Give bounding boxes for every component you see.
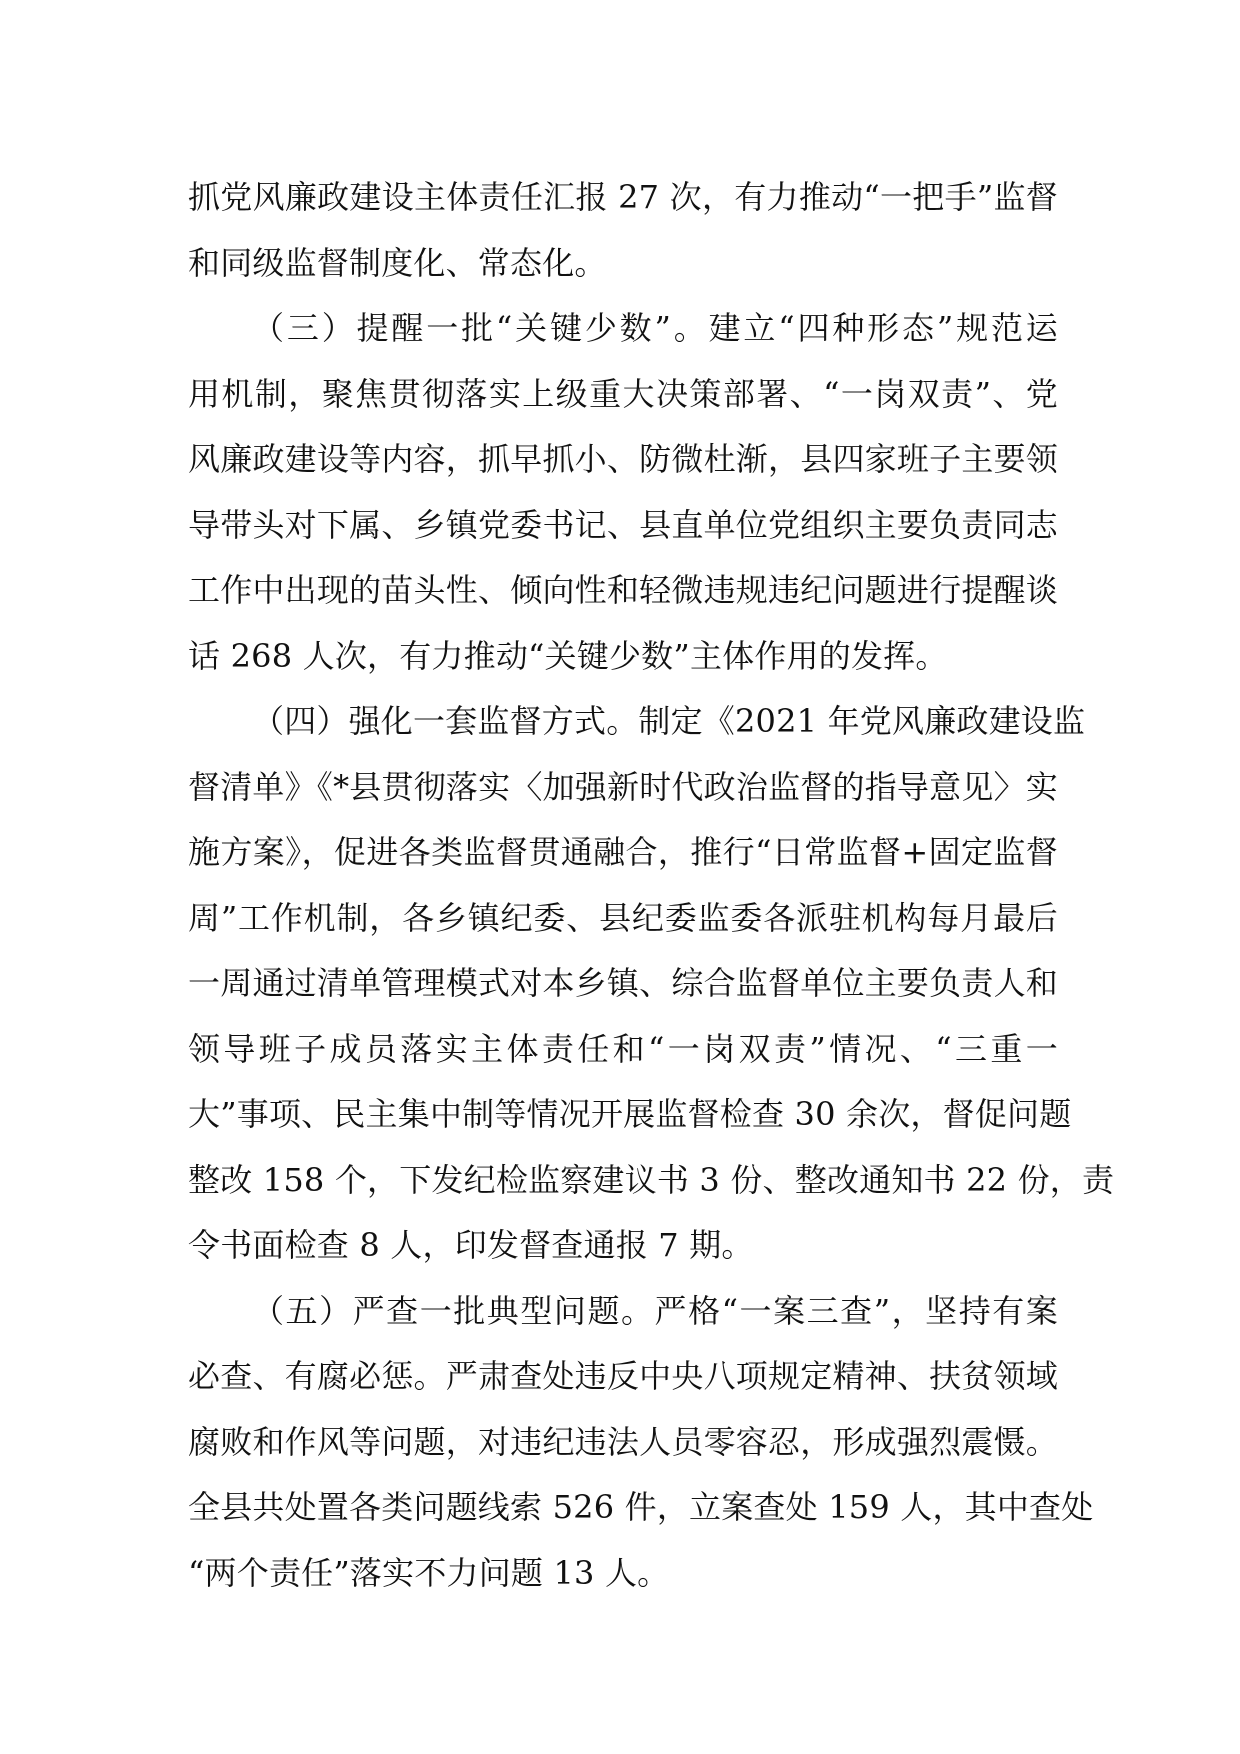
text-line: 督清单》《*县贯彻落实〈加强新时代政治监督的指导意见〉实 bbox=[188, 767, 1058, 806]
text-line: 话 268 人次，有力推动“关键少数”主体作用的发挥。 bbox=[188, 636, 948, 675]
section-heading-line: （四）强化一套监督方式。制定《2021 年党风廉政建设监 bbox=[252, 702, 1086, 740]
text-line: 令书面检查 8 人，印发督查通报 7 期。 bbox=[188, 1226, 754, 1264]
text-line: 整改 158 个，下发纪检监察建议书 3 份、整改通知书 22 份，责 bbox=[188, 1160, 1115, 1199]
text-line: 导带头对下属、乡镇党委书记、县直单位党组织主要负责同志 bbox=[188, 505, 1058, 544]
text-line: 全县共处置各类问题线索 526 件，立案查处 159 人，其中查处 bbox=[188, 1488, 1094, 1526]
section-heading-line: （五）严查一批典型问题。严格“一案三查”，坚持有案 bbox=[252, 1291, 1058, 1330]
text-line: “两个责任”落实不力问题 13 人。 bbox=[188, 1553, 670, 1592]
text-line: 和同级监督制度化、常态化。 bbox=[188, 243, 607, 282]
text-line: 领导班子成员落实主体责任和“一岗双责”情况、“三重一 bbox=[188, 1029, 1058, 1068]
text-line: 大”事项、民主集中制等情况开展监督检查 30 余次，督促问题 bbox=[188, 1095, 1072, 1133]
text-line: 用机制，聚焦贯彻落实上级重大决策部署、“一岗双责”、党 bbox=[188, 374, 1058, 413]
text-line: 风廉政建设等内容，抓早抓小、防微杜渐，县四家班子主要领 bbox=[188, 440, 1058, 478]
text-line: 腐败和作风等问题，对违纪违法人员零容忍，形成强烈震慑。 bbox=[188, 1422, 1058, 1461]
document-body bbox=[188, 165, 1115, 1606]
section-heading-line: （三）提醒一批“关键少数”。建立“四种形态”规范运 bbox=[252, 309, 1058, 347]
text-line: 工作中出现的苗头性、倾向性和轻微违规违纪问题进行提醒谈 bbox=[188, 571, 1058, 609]
text-line: 周”工作机制，各乡镇纪委、县纪委监委各派驻机构每月最后 bbox=[188, 898, 1058, 937]
text-line: 一周通过清单管理模式对本乡镇、综合监督单位主要负责人和 bbox=[188, 964, 1058, 1002]
text-line: 施方案》，促进各类监督贯通融合，推行“日常监督+固定监督 bbox=[188, 833, 1058, 871]
text-line: 抓党风廉政建设主体责任汇报 27 次，有力推动“一把手”监督 bbox=[188, 178, 1058, 216]
text-line: 必查、有腐必惩。严肃查处违反中央八项规定精神、扶贫领域 bbox=[188, 1357, 1058, 1395]
